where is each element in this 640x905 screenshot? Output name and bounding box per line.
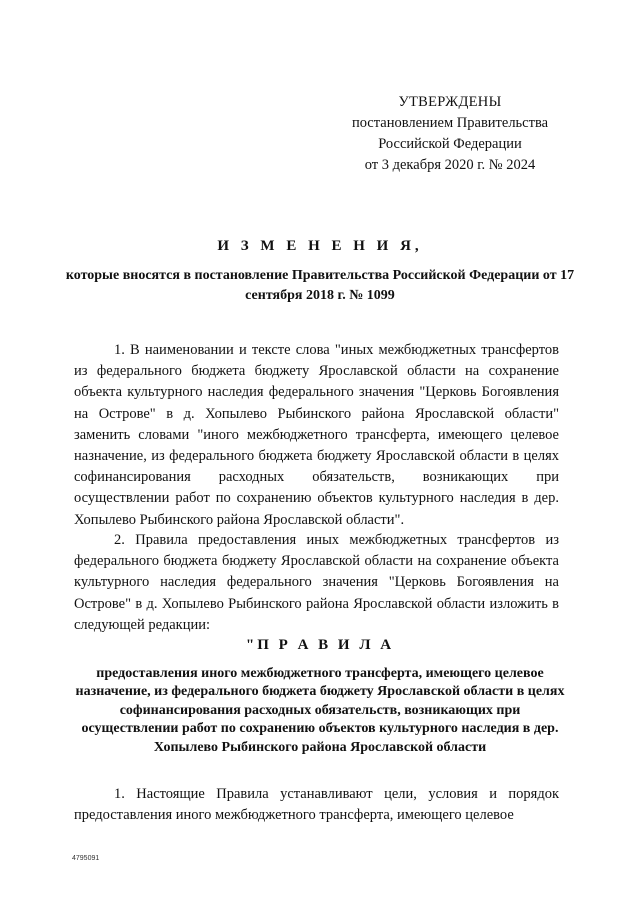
rules-paragraph-1: 1. Настоящие Правила устанавливают цели, условия и порядок предоставления иного межбюджетного трансферта, имеющего целевое bbox=[74, 786, 559, 824]
document-subtitle: которые вносятся в постановление Правительства Российской Федерации от 17 сентября 2018 г. № 1099 bbox=[65, 268, 575, 303]
approval-line-2: Российской Федерации bbox=[378, 136, 522, 152]
paragraph-1: 1. В наименовании и тексте слова "иных межбюджетных трансфертов из федерального бюджета бюджету Ярославской области на сохранение объекта культурного наследия федерального значения "Церковь Богоявления на Острове" в д. Хопылево Рыбинского района Ярославской области" заменить словами "иного межбюджетного трансферта, имеющего целевое назначение, из федерального бюджета бюджету Ярославской области в целях софинансирования расходных обязательств, возникающих при осуществлении работ по сохранению объектов культурного наследия в дер. Хопылево Рыбинского района Ярославской области". bbox=[74, 342, 559, 528]
document-number: 4795091 bbox=[72, 855, 100, 862]
rules-title: "П Р А В И Л А bbox=[245, 637, 395, 653]
approval-line-3: от 3 декабря 2020 г. № 2024 bbox=[364, 157, 536, 173]
document-title: И З М Е Н Е Н И Я, bbox=[217, 238, 423, 254]
paragraph-2: 2. Правила предоставления иных межбюджетных трансфертов из федерального бюджета бюджету Ярославской области на сохранение объекта культурного наследия федерального значения "Церковь Богоявления на Острове" в д. Хопылево Рыбинского района Ярославской области изложить в следующей редакции: bbox=[74, 532, 559, 633]
approval-line-1: постановлением Правительства bbox=[351, 115, 549, 131]
approval-heading: УТВЕРЖДЕНЫ bbox=[398, 94, 502, 110]
rules-subtitle: предоставления иного межбюджетного трансферта, имеющего целевое назначение, из федерального бюджета бюджету Ярославской области в целях софинансирования расходных обязательств, возникающих при осуществлении работ по сохранению объектов культурного наследия в дер. Хопылево Рыбинского района Ярославской области bbox=[75, 666, 565, 755]
approval-block bbox=[330, 92, 570, 176]
